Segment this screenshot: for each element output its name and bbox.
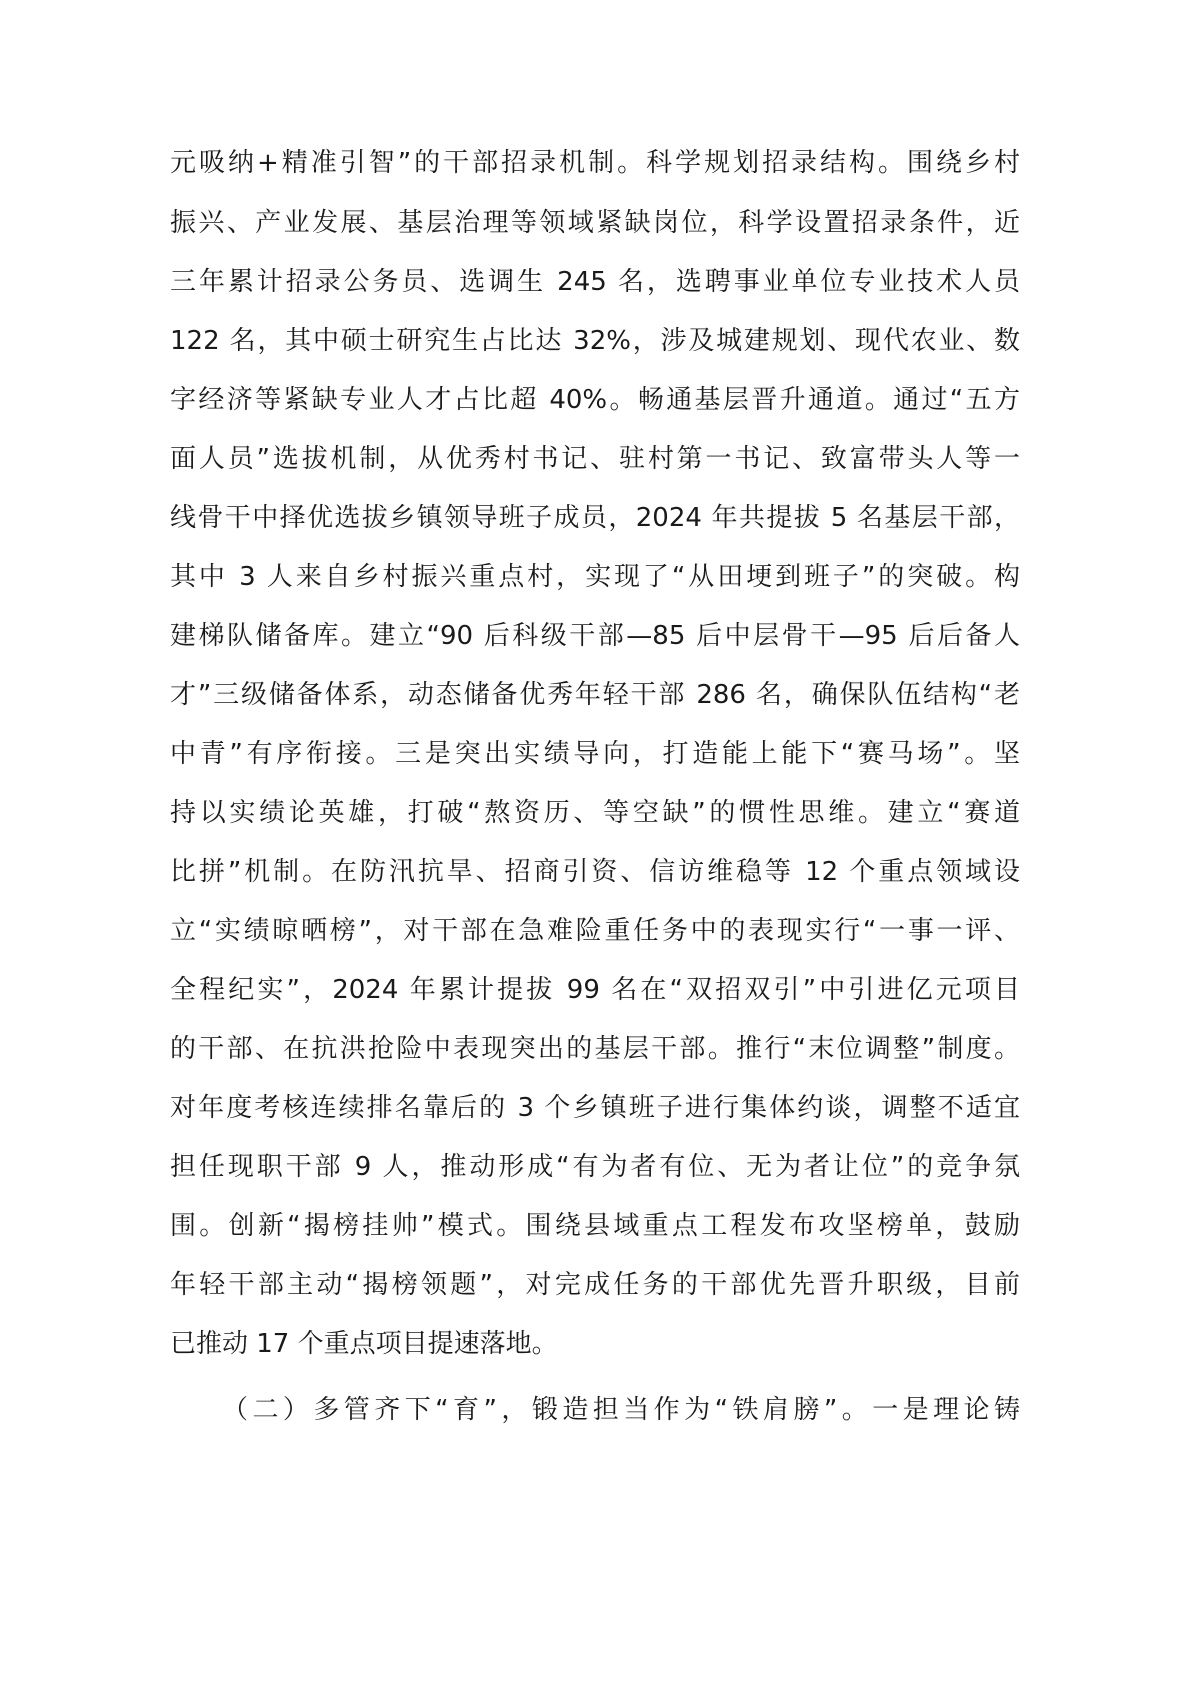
body-text-line: 比拼”机制。在防汛抗旱、招商引资、信访维稳等 12 个重点领域设	[170, 857, 1020, 887]
body-text-line: 建梯队储备库。建立“90 后科级干部—85 后中层骨干—95 后后备人	[170, 621, 1020, 651]
body-text-line: 担任现职干部 9 人，推动形成“有为者有位、无为者让位”的竞争氛	[170, 1152, 1020, 1182]
body-text-line: 才”三级储备体系，动态储备优秀年轻干部 286 名，确保队伍结构“老	[170, 680, 1020, 710]
body-text-line: 中青”有序衔接。三是突出实绩导向，打造能上能下“赛马场”。坚	[170, 739, 1020, 769]
body-text-line: 线骨干中择优选拔乡镇领导班子成员，2024 年共提拔 5 名基层干部，	[170, 503, 1020, 533]
body-text-line: 已推动 17 个重点项目提速落地。	[170, 1329, 558, 1359]
body-text-line: 振兴、产业发展、基层治理等领域紧缺岗位，科学设置招录条件，近	[170, 208, 1020, 238]
body-text-line: 面人员”选拔机制，从优秀村书记、驻村第一书记、致富带头人等一	[170, 444, 1020, 474]
section-heading: （二）多管齐下“育”，锻造担当作为“铁肩膀”。一是理论铸	[222, 1395, 1020, 1425]
body-text-line: 围。创新“揭榜挂帅”模式。围绕县域重点工程发布攻坚榜单，鼓励	[170, 1211, 1020, 1241]
body-text-line: 元吸纳+精准引智”的干部招录机制。科学规划招录结构。围绕乡村	[170, 148, 1020, 178]
body-text-line: 三年累计招录公务员、选调生 245 名，选聘事业单位专业技术人员	[170, 267, 1020, 297]
body-text-line: 122 名，其中硕士研究生占比达 32%，涉及城建规划、现代农业、数	[170, 326, 1020, 356]
body-text-line: 年轻干部主动“揭榜领题”，对完成任务的干部优先晋升职级，目前	[170, 1270, 1020, 1300]
body-text-line: 的干部、在抗洪抢险中表现突出的基层干部。推行“末位调整”制度。	[170, 1034, 1020, 1064]
body-text-line: 字经济等紧缺专业人才占比超 40%。畅通基层晋升通道。通过“五方	[170, 385, 1020, 415]
body-text-line: 其中 3 人来自乡村振兴重点村，实现了“从田埂到班子”的突破。构	[170, 562, 1020, 592]
body-text-line: 全程纪实”，2024 年累计提拔 99 名在“双招双引”中引进亿元项目	[170, 975, 1020, 1005]
body-text-line: 对年度考核连续排名靠后的 3 个乡镇班子进行集体约谈，调整不适宜	[170, 1093, 1020, 1123]
body-text-line: 立“实绩晾晒榜”，对干部在急难险重任务中的表现实行“一事一评、	[170, 916, 1020, 946]
body-text-line: 持以实绩论英雄，打破“熬资历、等空缺”的惯性思维。建立“赛道	[170, 798, 1020, 828]
